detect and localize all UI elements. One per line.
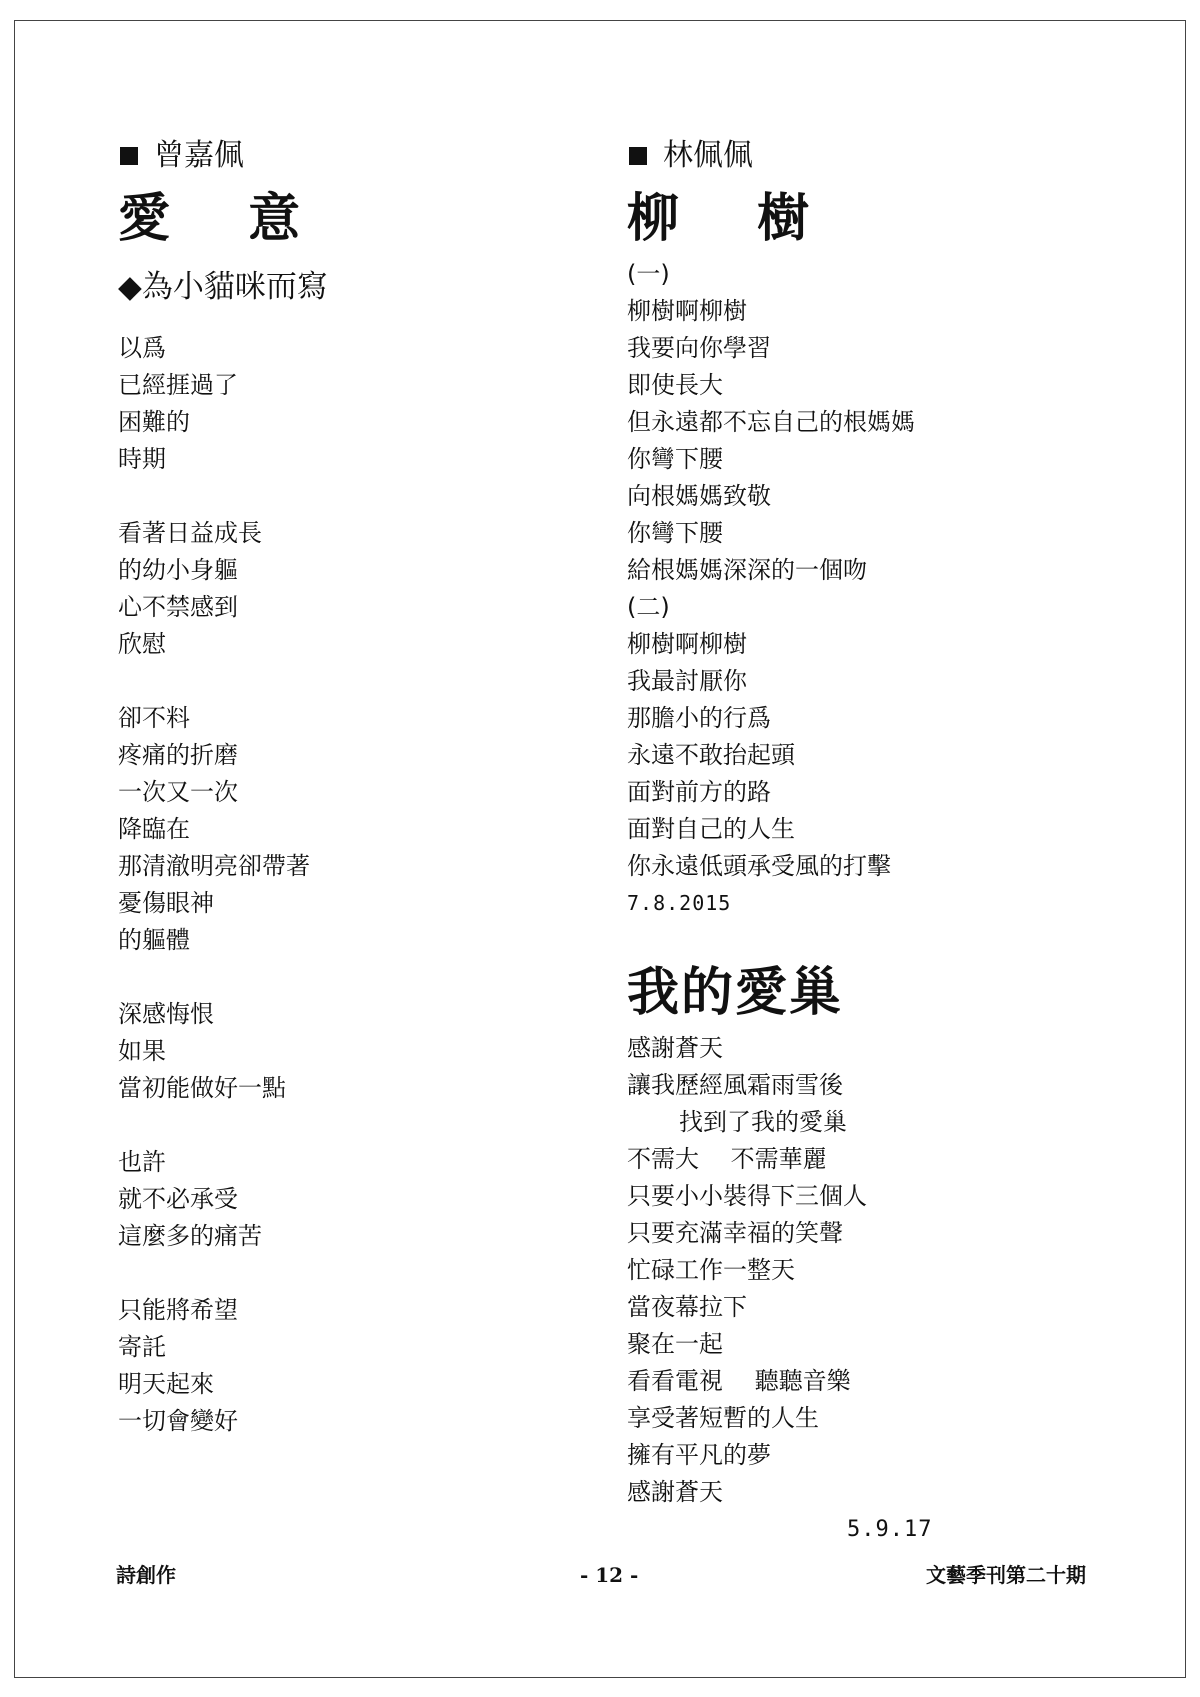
poem-line: 寄託 — [118, 1333, 166, 1361]
author-line — [627, 134, 1147, 178]
poem-line: 深感悔恨 — [118, 1000, 214, 1028]
poem-line: 面對前方的路 — [627, 778, 771, 806]
poem-line: 一次又一次 — [118, 778, 238, 806]
poem-line: (一) — [627, 260, 670, 288]
poem-line: 那清澈明亮卻帶著 — [118, 852, 310, 880]
poem-line: 感謝蒼天 — [627, 1478, 723, 1506]
poem-line: 的軀體 — [118, 926, 190, 954]
poem-line: (二) — [627, 593, 670, 621]
poem-date: 7.8.2015 — [627, 891, 732, 915]
stanza — [118, 996, 598, 1107]
poem-line: 讓我歷經風霜雨雪後 — [627, 1071, 843, 1099]
poem-line: 你彎下腰 — [627, 445, 723, 473]
author-name: 林佩佩 — [663, 138, 753, 173]
poem-line: 柳樹啊柳樹 — [627, 630, 747, 658]
right-column — [627, 134, 1147, 1548]
poem-line: 享受著短暫的人生 — [627, 1404, 819, 1432]
poem-line: 當夜幕拉下 — [627, 1293, 747, 1321]
poem-title: 愛 意 — [118, 188, 331, 249]
poem-line: 只要小小裝得下三個人 — [627, 1182, 867, 1210]
poem-line: 你永遠低頭承受風的打擊 — [627, 852, 891, 880]
poem-line: 但永遠都不忘自己的根媽媽 — [627, 408, 915, 436]
poem-line: 即使長大 — [627, 371, 723, 399]
poem-line: 如果 — [118, 1037, 166, 1065]
subtitle-text: 為小貓咪而寫 — [141, 269, 328, 305]
square-bullet-icon — [629, 147, 647, 165]
stanza — [118, 330, 598, 478]
poem-line: 疼痛的折磨 — [118, 741, 238, 769]
footer-section-label: 詩創作 — [116, 1563, 176, 1587]
poem-line: 我最討厭你 — [627, 667, 747, 695]
poem-date: 5.9.17 — [847, 1517, 933, 1542]
poem-line: 給根媽媽深深的一個吻 — [627, 556, 867, 584]
poem-line: 那膽小的行爲 — [627, 704, 771, 732]
poem-line: 卻不料 — [118, 704, 190, 732]
poem-line: 看著日益成長 — [118, 519, 262, 547]
stanza — [118, 1144, 598, 1255]
poem-line: 以爲 — [118, 334, 166, 362]
poem-line: 永遠不敢抬起頭 — [627, 741, 795, 769]
poem-line: 當初能做好一點 — [118, 1074, 286, 1102]
poem-line: 擁有平凡的夢 — [627, 1441, 771, 1469]
poem-line: 一切會變好 — [118, 1407, 238, 1435]
poem-line: 聚在一起 — [627, 1330, 723, 1358]
square-bullet-icon — [120, 147, 138, 165]
poem-title: 我的愛巢 — [627, 962, 844, 1023]
poem-line: 心不禁感到 — [118, 593, 238, 621]
author-name: 曾嘉佩 — [154, 138, 244, 173]
poem-line: 只要充滿幸福的笑聲 — [627, 1219, 843, 1247]
poem-line: 已經捱過了 — [118, 371, 238, 399]
stanza — [118, 515, 598, 663]
stanza — [118, 700, 598, 959]
poem-line: 你彎下腰 — [627, 519, 723, 547]
stanza — [118, 1292, 598, 1440]
poem-line: 明天起來 — [118, 1370, 214, 1398]
poem-line: 向根媽媽致敬 — [627, 482, 771, 510]
poem-line: 看看電視 聽聽音樂 — [627, 1367, 851, 1395]
poem-line: 這麼多的痛苦 — [118, 1222, 262, 1250]
poem-line: 也許 — [118, 1148, 166, 1176]
footer-publication: 文藝季刊第二十期 — [926, 1563, 1086, 1587]
poem-line: 的幼小身軀 — [118, 556, 238, 584]
poem-line: 只能將希望 — [118, 1296, 238, 1324]
poem-body — [627, 256, 1147, 922]
poem-line: 就不必承受 — [118, 1185, 238, 1213]
page-number: - 12 - — [580, 1563, 639, 1587]
poem-subtitle — [118, 264, 598, 310]
poem-body — [627, 1030, 1147, 1548]
poem-line: 欣慰 — [118, 630, 166, 658]
poem-body — [118, 330, 598, 1440]
poem-line: 面對自己的人生 — [627, 815, 795, 843]
poem-line: 時期 — [118, 445, 166, 473]
poem-line: 降臨在 — [118, 815, 190, 843]
poem-line: 柳樹啊柳樹 — [627, 297, 747, 325]
poem-line: 我要向你學習 — [627, 334, 771, 362]
poem-line: 感謝蒼天 — [627, 1034, 723, 1062]
poem-line: 憂傷眼神 — [118, 889, 214, 917]
diamond-bullet-icon: ◆ — [118, 269, 142, 305]
poem-title: 柳 樹 — [627, 188, 840, 249]
poem-line: 不需大 不需華麗 — [627, 1145, 827, 1173]
left-column — [118, 134, 598, 1477]
author-line — [118, 134, 598, 178]
poem-line: 忙碌工作一整天 — [627, 1256, 795, 1284]
poem-line: 困難的 — [118, 408, 190, 436]
poem-line: 找到了我的愛巢 — [679, 1108, 847, 1136]
